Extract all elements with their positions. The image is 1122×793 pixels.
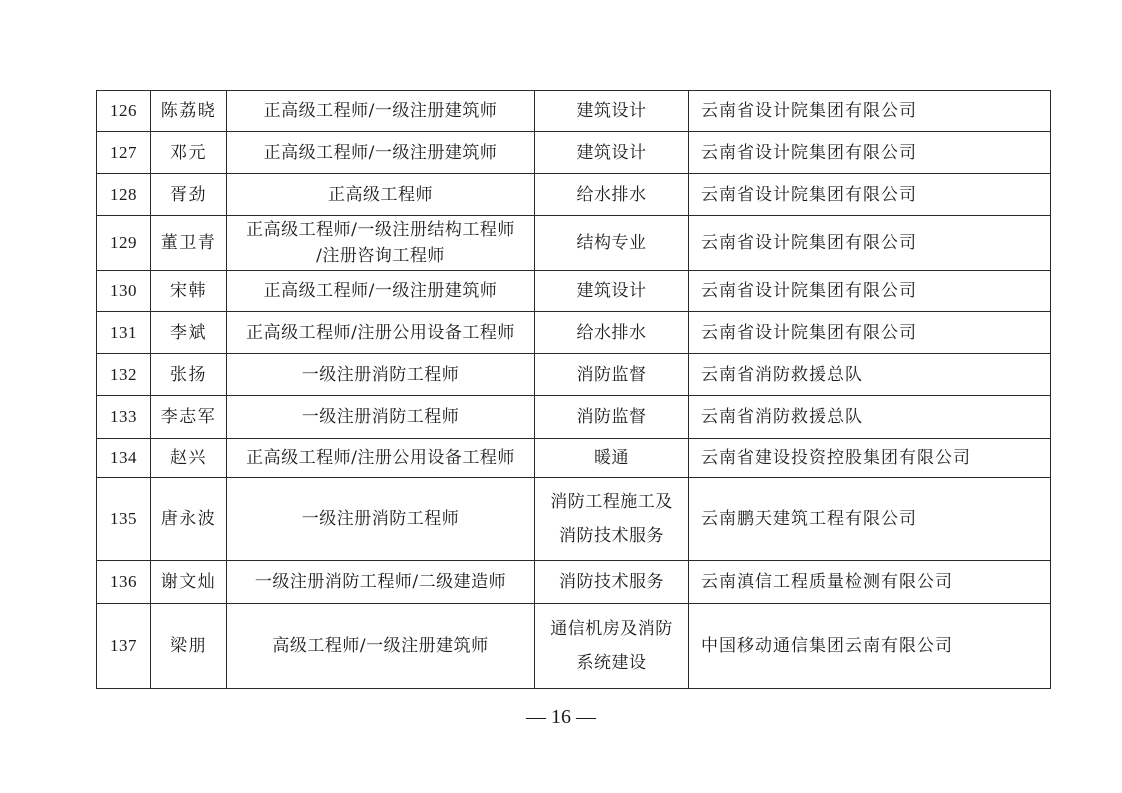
table-row — [97, 216, 1051, 271]
row-number-cell: 131 — [97, 312, 151, 354]
expert-name-cell: 赵兴 — [151, 439, 227, 478]
specialty-cell: 建筑设计 — [535, 271, 689, 312]
table-row — [97, 132, 1051, 174]
table-row — [97, 604, 1051, 689]
table-row — [97, 561, 1051, 604]
specialty-cell: 消防工程施工及 消防技术服务 — [535, 478, 689, 561]
specialty-cell: 结构专业 — [535, 216, 689, 271]
table-row — [97, 478, 1051, 561]
table-row — [97, 396, 1051, 439]
professional-title-cell: 正高级工程师/一级注册建筑师 — [227, 132, 535, 174]
expert-name-cell: 张扬 — [151, 354, 227, 396]
expert-name-cell: 董卫青 — [151, 216, 227, 271]
specialty-cell: 消防技术服务 — [535, 561, 689, 604]
professional-title-cell: 一级注册消防工程师 — [227, 396, 535, 439]
organization-cell: 云南省设计院集团有限公司 — [689, 271, 1051, 312]
table-row — [97, 439, 1051, 478]
professional-title-cell: 一级注册消防工程师/二级建造师 — [227, 561, 535, 604]
table-row — [97, 91, 1051, 132]
expert-name-cell: 胥劲 — [151, 174, 227, 216]
professional-title-cell: 正高级工程师/一级注册结构工程师 /注册咨询工程师 — [227, 216, 535, 271]
professional-title-cell: 正高级工程师/注册公用设备工程师 — [227, 312, 535, 354]
table-row — [97, 174, 1051, 216]
expert-roster-table — [96, 90, 1051, 689]
row-number-cell: 135 — [97, 478, 151, 561]
professional-title-cell: 正高级工程师 — [227, 174, 535, 216]
organization-cell: 云南省设计院集团有限公司 — [689, 312, 1051, 354]
expert-name-cell: 李志军 — [151, 396, 227, 439]
organization-cell: 云南省消防救援总队 — [689, 396, 1051, 439]
row-number-cell: 130 — [97, 271, 151, 312]
table-row — [97, 312, 1051, 354]
professional-title-cell: 高级工程师/一级注册建筑师 — [227, 604, 535, 689]
organization-cell: 云南省消防救援总队 — [689, 354, 1051, 396]
organization-cell: 云南省设计院集团有限公司 — [689, 174, 1051, 216]
organization-cell: 中国移动通信集团云南有限公司 — [689, 604, 1051, 689]
professional-title-cell: 一级注册消防工程师 — [227, 354, 535, 396]
specialty-cell: 建筑设计 — [535, 91, 689, 132]
row-number-cell: 129 — [97, 216, 151, 271]
expert-name-cell: 梁朋 — [151, 604, 227, 689]
table-row — [97, 271, 1051, 312]
row-number-cell: 126 — [97, 91, 151, 132]
professional-title-cell: 正高级工程师/一级注册建筑师 — [227, 271, 535, 312]
expert-name-cell: 谢文灿 — [151, 561, 227, 604]
organization-cell: 云南省设计院集团有限公司 — [689, 91, 1051, 132]
page-number: — 16 — — [526, 706, 596, 728]
row-number-cell: 137 — [97, 604, 151, 689]
professional-title-cell: 一级注册消防工程师 — [227, 478, 535, 561]
organization-cell: 云南鹏天建筑工程有限公司 — [689, 478, 1051, 561]
table-row — [97, 354, 1051, 396]
specialty-cell: 给水排水 — [535, 174, 689, 216]
professional-title-cell: 正高级工程师/注册公用设备工程师 — [227, 439, 535, 478]
expert-name-cell: 邓元 — [151, 132, 227, 174]
expert-name-cell: 李斌 — [151, 312, 227, 354]
row-number-cell: 133 — [97, 396, 151, 439]
row-number-cell: 132 — [97, 354, 151, 396]
row-number-cell: 134 — [97, 439, 151, 478]
expert-name-cell: 陈荔晓 — [151, 91, 227, 132]
specialty-cell: 消防监督 — [535, 396, 689, 439]
specialty-cell: 暖通 — [535, 439, 689, 478]
organization-cell: 云南滇信工程质量检测有限公司 — [689, 561, 1051, 604]
specialty-cell: 建筑设计 — [535, 132, 689, 174]
expert-name-cell: 唐永波 — [151, 478, 227, 561]
organization-cell: 云南省设计院集团有限公司 — [689, 132, 1051, 174]
row-number-cell: 127 — [97, 132, 151, 174]
row-number-cell: 128 — [97, 174, 151, 216]
roster-body — [97, 91, 1051, 689]
professional-title-cell: 正高级工程师/一级注册建筑师 — [227, 91, 535, 132]
row-number-cell: 136 — [97, 561, 151, 604]
specialty-cell: 消防监督 — [535, 354, 689, 396]
specialty-cell: 通信机房及消防 系统建设 — [535, 604, 689, 689]
specialty-cell: 给水排水 — [535, 312, 689, 354]
organization-cell: 云南省设计院集团有限公司 — [689, 216, 1051, 271]
organization-cell: 云南省建设投资控股集团有限公司 — [689, 439, 1051, 478]
expert-name-cell: 宋韩 — [151, 271, 227, 312]
